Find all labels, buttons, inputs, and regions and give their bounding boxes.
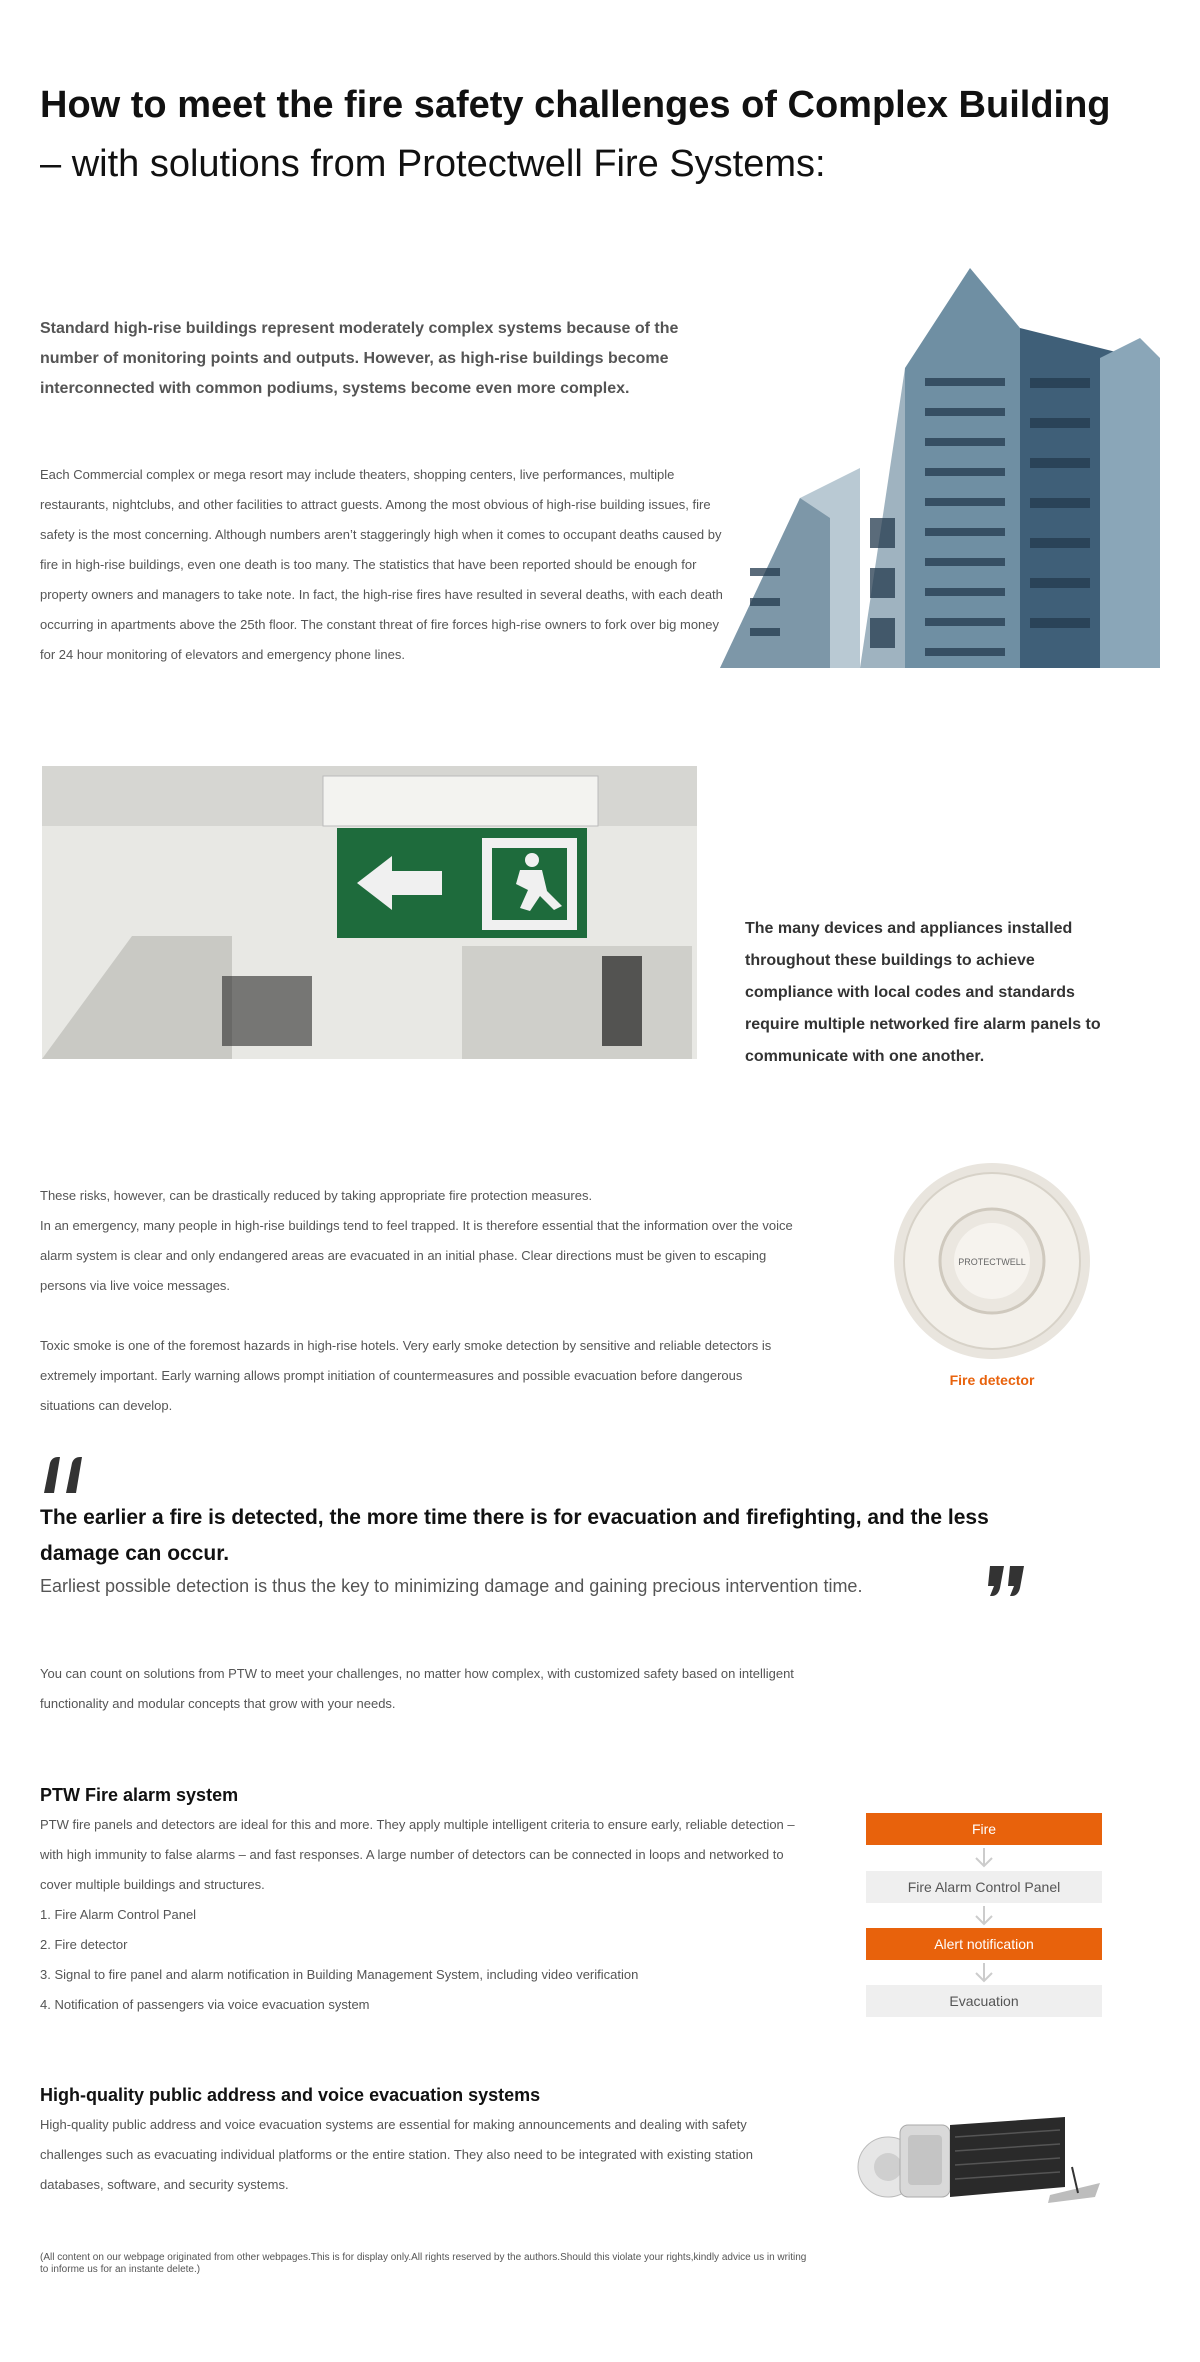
fire-alarm-title: PTW Fire alarm system — [40, 1785, 239, 1805]
pa-equipment-image — [850, 2105, 1106, 2205]
flow-step-fire: Fire — [866, 1813, 1102, 1845]
intro-lead: Standard high-rise buildings represent moderately complex systems because of the number of monitoring points and outputs. However, as high-rise buildings become interconnected with common podiums, systems become even more complex. — [40, 320, 679, 397]
flow-step-evacuation: Evacuation — [866, 1985, 1102, 2017]
footer-disclaimer: (All content on our webpage originated from other webpages.This is for display only.All rights reserved by the authors.Should this violate your rights,kindly advice us in writing to informe us for an instante delete.) — [40, 2252, 807, 2275]
fire-detector-image — [892, 1161, 1092, 1361]
quote-sub: Earliest possible detection is thus the key to minimizing damage and gaining precious intervention time. — [40, 1576, 863, 1596]
page-title: How to meet the fire safety challenges of Complex Building — [40, 84, 1111, 126]
flow-arrow-icon — [970, 1906, 998, 1928]
flow-step-alert: Alert notification — [866, 1928, 1102, 1960]
fire-alarm-list-item: 4. Notification of passengers via voice evacuation system — [40, 1997, 370, 2012]
flow-arrow-icon — [970, 1848, 998, 1870]
quote-close-icon — [988, 1566, 1028, 1598]
quote-open-icon — [42, 1455, 86, 1495]
exit-sign-image — [42, 766, 697, 1059]
risks-paragraph-1: These risks, however, can be drastically reduced by taking appropriate fire protection measures. In an emergency, many people in high-rise buildings tend to feel trapped. It is therefore essential that the information over the voice alarm system is clear and only endangered areas are evacuated in an initial phase. Clear directions must be given to escaping persons via live voice messages. — [40, 1188, 793, 1293]
flow-arrow-icon — [970, 1963, 998, 1985]
flow-step-control-panel: Fire Alarm Control Panel — [866, 1871, 1102, 1903]
fire-alarm-list-item: 2. Fire detector — [40, 1937, 128, 1952]
building-image — [720, 268, 1160, 668]
fire-alarm-body: PTW fire panels and detectors are ideal for this and more. They apply multiple intelligent criteria to ensure early, reliable detection – with high immunity to false alarms – and fast responses. A large number of detectors can be connected in loops and networked to cover multiple buildings and structures. — [40, 1817, 795, 1892]
intro-body: Each Commercial complex or mega resort may include theaters, shopping centers, live performances, multiple restaurants, nightclubs, and other facilities to attract guests. Among the most obvious of high-rise building issues, fire safety is the most concerning. Although numbers aren’t staggeringly high when it comes to occupant deaths caused by fire in high-rise buildings, even one death is too many. The statistics that have been reported should be enough for property owners and managers to take note. In fact, the high-rise fires have resulted in several deaths, with each death occurring in apartments above the 25th floor. The constant threat of fire forces high-rise owners to fork over big money for 24 hour monitoring of elevators and emergency phone lines. — [40, 467, 723, 662]
solutions-text: You can count on solutions from PTW to meet your challenges, no matter how complex, with customized safety based on intelligent functionality and modular concepts that grow with your needs. — [40, 1666, 794, 1711]
fire-alarm-body-block — [40, 1810, 810, 2020]
pa-body: High-quality public address and voice evacuation systems are essential for making announcements and dealing with safety challenges such as evacuating individual platforms or the entire station. They also need to be integrated with existing station databases, software, and security systems. — [40, 2117, 754, 2192]
fire-alarm-list-item: 1. Fire Alarm Control Panel — [40, 1907, 197, 1922]
callout-text: The many devices and appliances installed throughout these buildings to achieve compliance with local codes and standards require multiple networked fire alarm panels to communicate with one another. — [745, 920, 1101, 1065]
page-subtitle: – with solutions from Protectwell Fire Systems: — [40, 143, 826, 185]
risks-paragraph-2: Toxic smoke is one of the foremost hazards in high-rise hotels. Very early smoke detection by sensitive and reliable detectors is extremely important. Early warning allows prompt initiation of countermeasures and possible evacuation before dangerous situations can develop. — [40, 1338, 772, 1413]
pa-title: High-quality public address and voice evacuation systems — [40, 2085, 541, 2105]
quote-main: The earlier a fire is detected, the more time there is for evacuation and firefighting, and the less damage can occur. — [40, 1506, 989, 1565]
fire-detector-caption: Fire detector — [949, 1372, 1035, 1388]
detector-brand-text: PROTECTWELL — [958, 1257, 1026, 1267]
fire-alarm-list-item: 3. Signal to fire panel and alarm notification in Building Management System, including video verification — [40, 1967, 639, 1982]
